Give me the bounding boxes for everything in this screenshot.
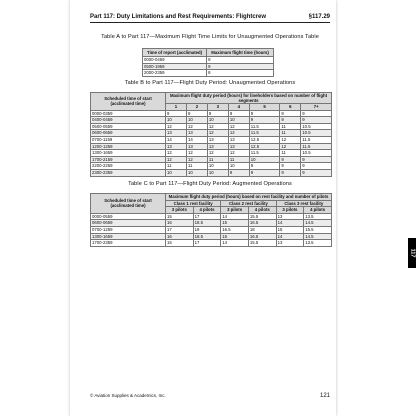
table-cell: 13.5 (304, 213, 332, 220)
page-footer (90, 393, 330, 399)
table-b-rowhead: Scheduled time of start (acclimated time) (91, 93, 166, 111)
table-cell: 9 (301, 163, 332, 170)
table-cell: 10 (166, 117, 187, 124)
table-cell: 19 (193, 226, 221, 233)
page-header (90, 14, 330, 23)
table-cell: 1700-2159 (91, 156, 166, 163)
table-cell: 11 (280, 150, 301, 157)
table-cell: 15 (221, 220, 249, 227)
table-cell: 12 (280, 143, 301, 150)
table-cell: 11 (280, 130, 301, 137)
segment-header: 4 (228, 104, 249, 111)
table-cell: 16.5 (248, 220, 276, 227)
table-cell: 0600-0659 (91, 130, 166, 137)
table-cell: 14.5 (304, 233, 332, 240)
table-cell: 18.5 (193, 233, 221, 240)
pilots-header: 4 pilots (304, 207, 332, 214)
table-cell: 9 (280, 169, 301, 176)
table-cell: 16.5 (248, 233, 276, 240)
segment-header: 7+ (301, 104, 332, 111)
table-cell: 12 (228, 130, 249, 137)
table-cell: 9 (249, 169, 280, 176)
table-cell: 13 (228, 143, 249, 150)
table-cell: 9 (249, 163, 280, 170)
table-cell: 12 (207, 130, 228, 137)
table-cell: 10 (228, 163, 249, 170)
table-cell: 13 (207, 143, 228, 150)
table-row (91, 123, 332, 130)
table-a-caption: Table A to Part 117—Maximum Flight Time Limits for Unaugmented Operations Table (101, 34, 319, 40)
table-cell: 9 (228, 110, 249, 117)
table-c-grouphead: Maximum flight duty period (hours) based on rest facility and number of pilots (166, 194, 332, 201)
table-cell: 1200-1259 (91, 143, 166, 150)
table-cell: 9 (228, 169, 249, 176)
table-cell: 12 (207, 150, 228, 157)
rest-class-header: Class 1 rest facility (166, 200, 221, 207)
table-cell: 0500-0559 (91, 123, 166, 130)
table-cell: 11 (280, 123, 301, 130)
table-cell: 9 (301, 169, 332, 176)
table-cell: 9 (186, 110, 207, 117)
header-title: Part 117: Duty Limitations and Rest Requirements: Flightcrew (90, 14, 267, 20)
table-cell: 15.5 (304, 226, 332, 233)
header-section: §117.29 (308, 14, 330, 20)
table-cell: 9 (207, 63, 274, 70)
table-cell: 11.5 (249, 130, 280, 137)
table-cell: 8 (207, 57, 274, 64)
table-c (90, 193, 332, 247)
table-row (91, 130, 332, 137)
table-cell: 12 (186, 123, 207, 130)
table-cell: 10 (249, 156, 280, 163)
table-row (143, 63, 274, 70)
table-cell: 8 (207, 70, 274, 77)
table-cell: 16 (166, 233, 194, 240)
table-cell: 13 (228, 136, 249, 143)
table-cell: 15 (221, 233, 249, 240)
table-cell: 12 (186, 156, 207, 163)
table-cell: 9 (301, 110, 332, 117)
table-cell: 13 (276, 240, 304, 247)
table-row (143, 57, 274, 64)
table-cell: 12 (228, 123, 249, 130)
table-cell: 0600-0659 (91, 220, 166, 227)
table-cell: 10 (186, 169, 207, 176)
table-row (91, 233, 332, 240)
rest-class-header: Class 2 rest facility (221, 200, 276, 207)
table-cell: 13.5 (304, 240, 332, 247)
table-c-caption: Table C to Part 117—Flight Duty Period: Augmented Operations (128, 181, 292, 187)
table-cell: 10 (207, 117, 228, 124)
table-cell: 10 (166, 169, 187, 176)
table-b (90, 92, 332, 177)
rest-class-header: Class 3 rest facility (276, 200, 331, 207)
table-row (91, 240, 332, 247)
table-cell: 11 (186, 163, 207, 170)
table-cell: 15 (166, 240, 194, 247)
table-cell: 17 (166, 226, 194, 233)
table-cell: 12 (186, 150, 207, 157)
table-cell: 14 (276, 233, 304, 240)
table-cell: 12 (166, 123, 187, 130)
segment-header: 5 (249, 104, 280, 111)
table-cell: 2000-2359 (143, 70, 207, 77)
table-cell: 18.5 (193, 220, 221, 227)
table-b-caption: Table B to Part 117—Flight Duty Period: Unaugmented Operations (124, 80, 296, 86)
table-cell: 13 (186, 130, 207, 137)
table-cell: 2200-2259 (91, 163, 166, 170)
page-number: 121 (319, 393, 330, 399)
table-cell: 9 (166, 110, 187, 117)
table-cell: 16.5 (221, 226, 249, 233)
table-cell: 13 (276, 213, 304, 220)
footer-copyright: © Aviation Supplies & Academics, Inc. (90, 393, 166, 398)
table-cell: 17 (193, 213, 221, 220)
table-cell: 14 (221, 240, 249, 247)
table-cell: 15.5 (248, 240, 276, 247)
table-cell: 16 (166, 220, 194, 227)
table-cell: 13 (166, 143, 187, 150)
table-cell: 13 (186, 143, 207, 150)
table-cell: 0000-0459 (143, 57, 207, 64)
table-row (143, 70, 274, 77)
table-cell: 12 (166, 156, 187, 163)
table-cell: 0400-0459 (91, 117, 166, 124)
table-cell: 11.5 (301, 143, 332, 150)
segment-header: 2 (186, 104, 207, 111)
table-cell: 10 (207, 169, 228, 176)
table-cell: 15.5 (248, 213, 276, 220)
table-row (91, 156, 332, 163)
table-cell: 1300-1659 (91, 233, 166, 240)
table-cell: 9 (249, 110, 280, 117)
table-cell: 15 (276, 226, 304, 233)
table-cell: 11 (166, 163, 187, 170)
table-row (91, 213, 332, 220)
pilots-header: 4 pilots (248, 207, 276, 214)
table-cell: 12 (280, 136, 301, 143)
table-cell: 11.5 (249, 123, 280, 130)
table-cell: 9 (280, 163, 301, 170)
table-row (91, 163, 332, 170)
table-cell: 10.5 (301, 130, 332, 137)
table-row (91, 169, 332, 176)
table-cell: 0700-1159 (91, 136, 166, 143)
table-cell: 10 (207, 163, 228, 170)
table-cell: 10.5 (301, 150, 332, 157)
table-cell: 18 (248, 226, 276, 233)
table-cell: 14.5 (304, 220, 332, 227)
table-cell: 11 (228, 156, 249, 163)
table-cell: 12 (166, 150, 187, 157)
table-cell: 12.5 (249, 136, 280, 143)
table-cell: 11.5 (301, 136, 332, 143)
table-cell: 9 (249, 117, 280, 124)
table-row (91, 110, 332, 117)
pilots-header: 3 pilots (166, 207, 194, 214)
table-cell: 10 (228, 117, 249, 124)
table-cell: 10.5 (301, 123, 332, 130)
segment-header: 3 (207, 104, 228, 111)
table-cell: 15 (166, 213, 194, 220)
table-cell: 10 (186, 117, 207, 124)
table-a-header-max: Maximum flight time (hours) (207, 49, 274, 57)
table-cell: 0700-1259 (91, 226, 166, 233)
segment-header: 6 (280, 104, 301, 111)
table-row (91, 136, 332, 143)
table-cell: 9 (280, 110, 301, 117)
table-cell: 12 (207, 123, 228, 130)
table-cell: 0500-1959 (143, 63, 207, 70)
table-a-header-report: Time of report (acclimated) (143, 49, 207, 57)
table-c-rowhead: Scheduled time of start (acclimated time) (91, 194, 166, 214)
table-cell: 0000-0559 (91, 213, 166, 220)
table-row (91, 143, 332, 150)
table-cell: 2300-2359 (91, 169, 166, 176)
table-cell: 11 (207, 156, 228, 163)
table-cell: 13 (207, 136, 228, 143)
table-row (91, 150, 332, 157)
table-cell: 12 (228, 150, 249, 157)
table-cell: 9 (280, 117, 301, 124)
table-cell: 9 (301, 117, 332, 124)
table-cell: 9 (301, 156, 332, 163)
table-cell: 1700-2359 (91, 240, 166, 247)
table-cell: 0000-0359 (91, 110, 166, 117)
section-tab-label: 117 (409, 248, 415, 258)
table-cell: 17 (193, 240, 221, 247)
table-cell: 9 (280, 156, 301, 163)
table-cell: 12.5 (249, 143, 280, 150)
pilots-header: 3 pilots (221, 207, 249, 214)
table-cell: 13 (166, 130, 187, 137)
segment-header: 1 (166, 104, 187, 111)
table-a (142, 48, 274, 77)
table-row (91, 226, 332, 233)
table-cell: 11.5 (249, 150, 280, 157)
table-b-grouphead: Maximum flight duty period (hours) for lineholders based on number of flight segments (166, 93, 332, 104)
pilots-header: 4 pilots (193, 207, 221, 214)
table-cell: 1300-1659 (91, 150, 166, 157)
section-tab (408, 238, 416, 268)
table-cell: 14 (186, 136, 207, 143)
table-row (91, 220, 332, 227)
table-cell: 14 (276, 220, 304, 227)
table-row (91, 117, 332, 124)
table-cell: 14 (166, 136, 187, 143)
pilots-header: 3 pilots (276, 207, 304, 214)
table-cell: 14 (221, 213, 249, 220)
table-cell: 9 (207, 110, 228, 117)
